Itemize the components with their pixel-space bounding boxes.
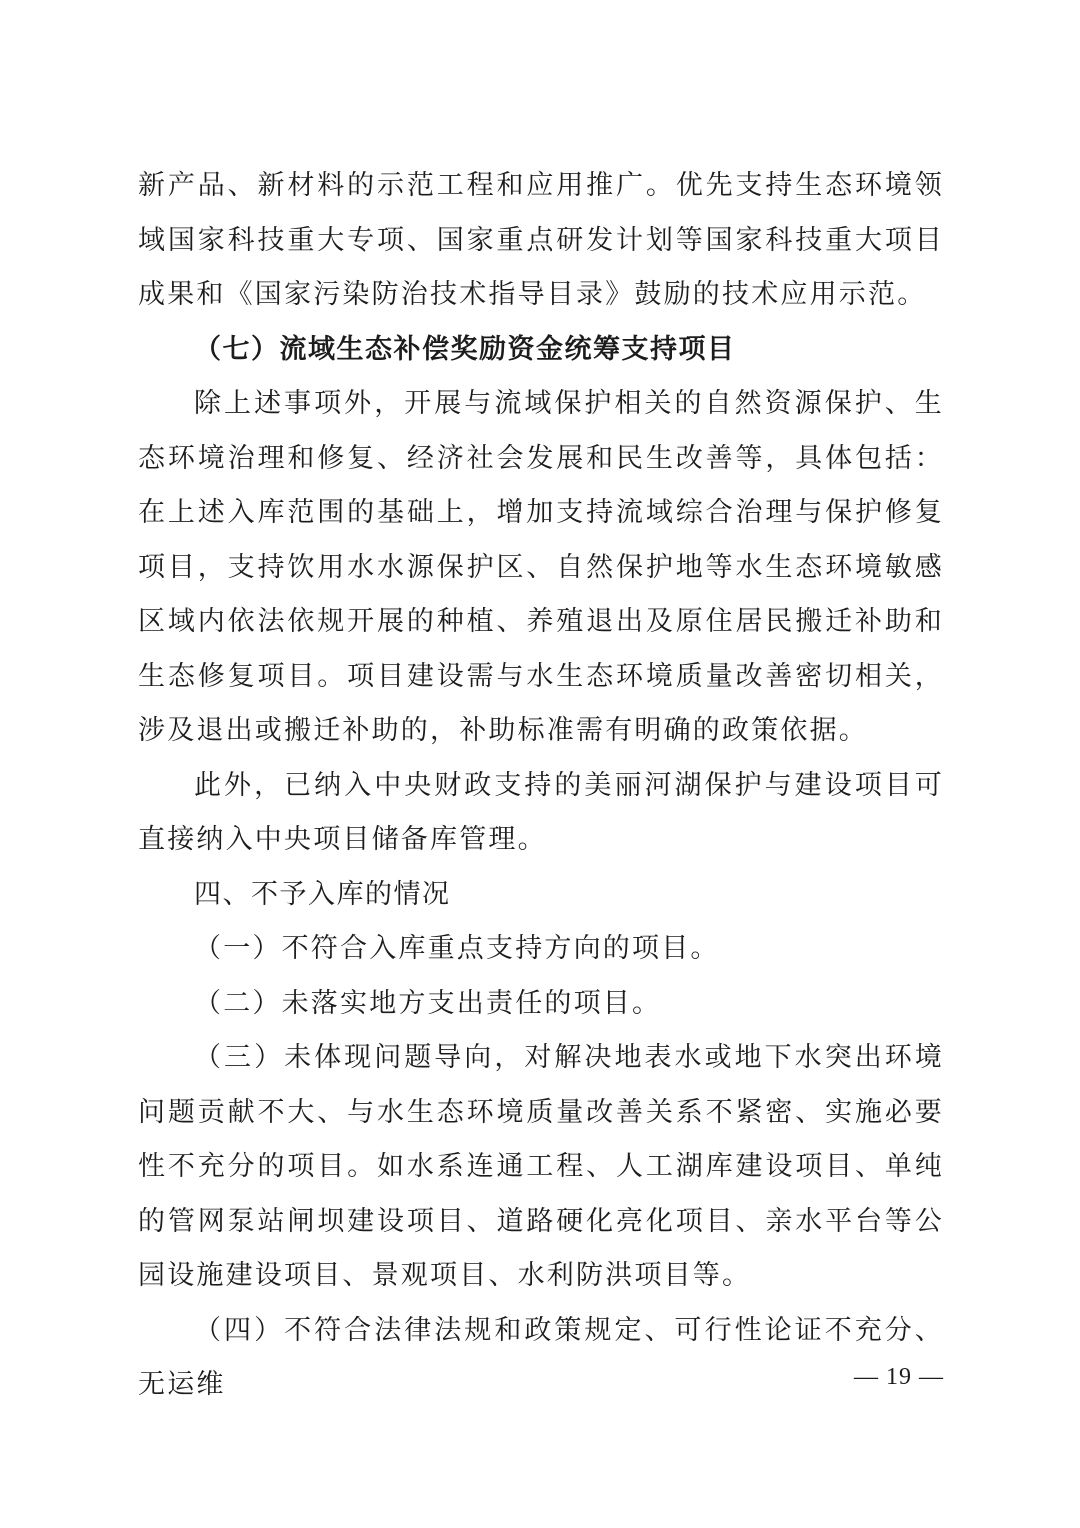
- section-heading-4: 四、不予入库的情况: [194, 878, 451, 910]
- paragraph-continuation: 新产品、新材料的示范工程和应用推广。优先支持生态环境领域国家科技重大专项、国家重点研发计划等国家科技重大项目成果和《国家污染防治技术指导目录》鼓励的技术应用示范。: [138, 170, 944, 310]
- list-item-4: （四）不符合法律法规和政策规定、可行性论证不充分、无运维: [138, 1314, 944, 1400]
- list-item-2: （二）未落实地方支出责任的项目。: [194, 987, 662, 1019]
- list-item-1: （一）不符合入库重点支持方向的项目。: [194, 933, 720, 964]
- section-heading-7: （七）流域生态补偿奖励资金统筹支持项目: [194, 333, 736, 365]
- text-block-top: [138, 159, 944, 1413]
- list-item-3: （三）未体现问题导向，对解决地表水或地下水突出环境问题贡献不大、与水生态环境质量改善关系不紧密、实施必要性不充分的项目。如水系连通工程、人工湖库建设项目、单纯的管网泵站闸坝建设项目、道路硬化亮化项目、亲水平台等公园设施建设项目、景观项目、水利防洪项目等。: [138, 1042, 944, 1291]
- paragraph-additional-note: 此外，已纳入中央财政支持的美丽河湖保护与建设项目可直接纳入中央项目储备库管理。: [138, 769, 944, 855]
- page-number: — 19 —: [854, 1364, 944, 1390]
- paragraph-section-7-body: 除上述事项外，开展与流域保护相关的自然资源保护、生态环境治理和修复、经济社会发展和民生改善等，具体包括：在上述入库范围的基础上，增加支持流域综合治理与保护修复项目，支持饮用水水源保护区、自然保护地等水生态环境敏感区域内依法依规开展的种植、养殖退出及原住居民搬迁补助和生态修复项目。项目建设需与水生态环境质量改善密切相关，涉及退出或搬迁补助的，补助标准需有明确的政策依据。: [138, 388, 944, 746]
